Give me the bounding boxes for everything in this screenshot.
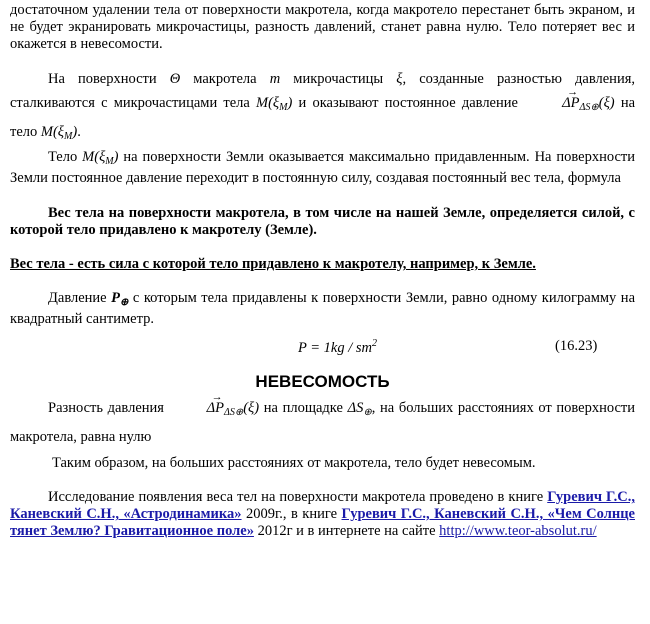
book-link-astrodynamics[interactable]: Гуревич Г.С., Каневский С.Н., «Астродинамика» <box>10 489 635 522</box>
paragraph-thus: Таким образом, на больших расстояниях от макротела, тело будет невесомым. <box>52 455 536 471</box>
paragraph-pressure: Давление $P_\oplus$ с которым тела придавлены к поверхности Земли, равно одному килограмму на квадратный сантиметр. <box>10 290 635 327</box>
formula-M-xi-3: $M(\xi_M)$ <box>82 149 119 167</box>
paragraph-weight-bold: Вес тела на поверхности макротела, в том числе на нашей Земле, определяется силой, с которой тело придавлено к макротелу (Земле). <box>10 205 635 238</box>
equation-number: (16.23) <box>555 338 598 354</box>
paragraph-research: Исследование появления веса тел на поверхности макротела проведено в книге Гуревич Г.С., Каневский С.Н., «Астродинамика» 2009г., в книге Гуревич Г.С., Каневский С.Н., «Чем Солнце тянет Землю? Гравитационное поле» 2012г и в интернете на сайте http://www.teor-absolut.ru/ <box>10 489 635 539</box>
formula-weight: $P = 1kg / sm^2$ <box>298 338 377 356</box>
book-link-gravitational-field[interactable]: Гуревич Г.С., Каневский С.Н., «Чем Солнце тянет Землю? Гравитационное поле» <box>10 506 635 539</box>
formula-delta-P: → $\Delta P_{\Delta S\oplus}(\xi)$ <box>524 95 615 111</box>
formula-M-xi-2: $M(\xi_M)$ <box>40 124 78 142</box>
paragraph-weight-definition: Вес тела - есть сила с которой тело придавлено к макротелу, например, к Земле. <box>10 256 536 272</box>
website-link[interactable]: http://www.teor-absolut.ru/ <box>439 523 597 539</box>
paragraph-intro: достаточном удалении тела от поверхности макротела, когда макротело перестанет быть экраном, и не будет экранировать микрочастицы, разность давлений, станет равна нулю. Тело потеряет вес и окажется в невесомости. <box>10 2 635 52</box>
paragraph-earth: Тело $M(\xi_M)$ на поверхности Земли оказывается максимально придавленным. На поверхности Земли постоянное давление переходит в постоянную силу, создавая постоянный вес тела, формула <box>10 149 636 186</box>
formula-P-earth: $P_\oplus$ <box>111 290 129 308</box>
formula-M-xi: $M(\xi_M)$ <box>256 95 293 113</box>
document-page <box>10 2 635 540</box>
formula-delta-P-2: → $\Delta P_{\Delta S\oplus}(\xi)$ <box>169 400 260 416</box>
formula-16-23 <box>10 334 635 360</box>
paragraph-surface: На поверхности Θ макротела m микрочастицы ξ, созданные разностью давления, сталкиваются с микрочастицами тела $M(\xi_M)$ и оказывают постоянное давление → $\Delta P_{\Delta S\oplus}(\xi)$ на тело $M(\xi_M)$. <box>10 67 635 149</box>
section-heading: НЕВЕСОМОСТЬ <box>255 372 390 391</box>
paragraph-zero: Разность давления → $\Delta P_{\Delta S\oplus}(\xi)$ на площадке $\Delta S_\oplus$, на больших расстояниях от поверхности макротела, равна нулю <box>10 396 635 449</box>
formula-delta-S: $\Delta S_\oplus$ <box>347 400 372 418</box>
